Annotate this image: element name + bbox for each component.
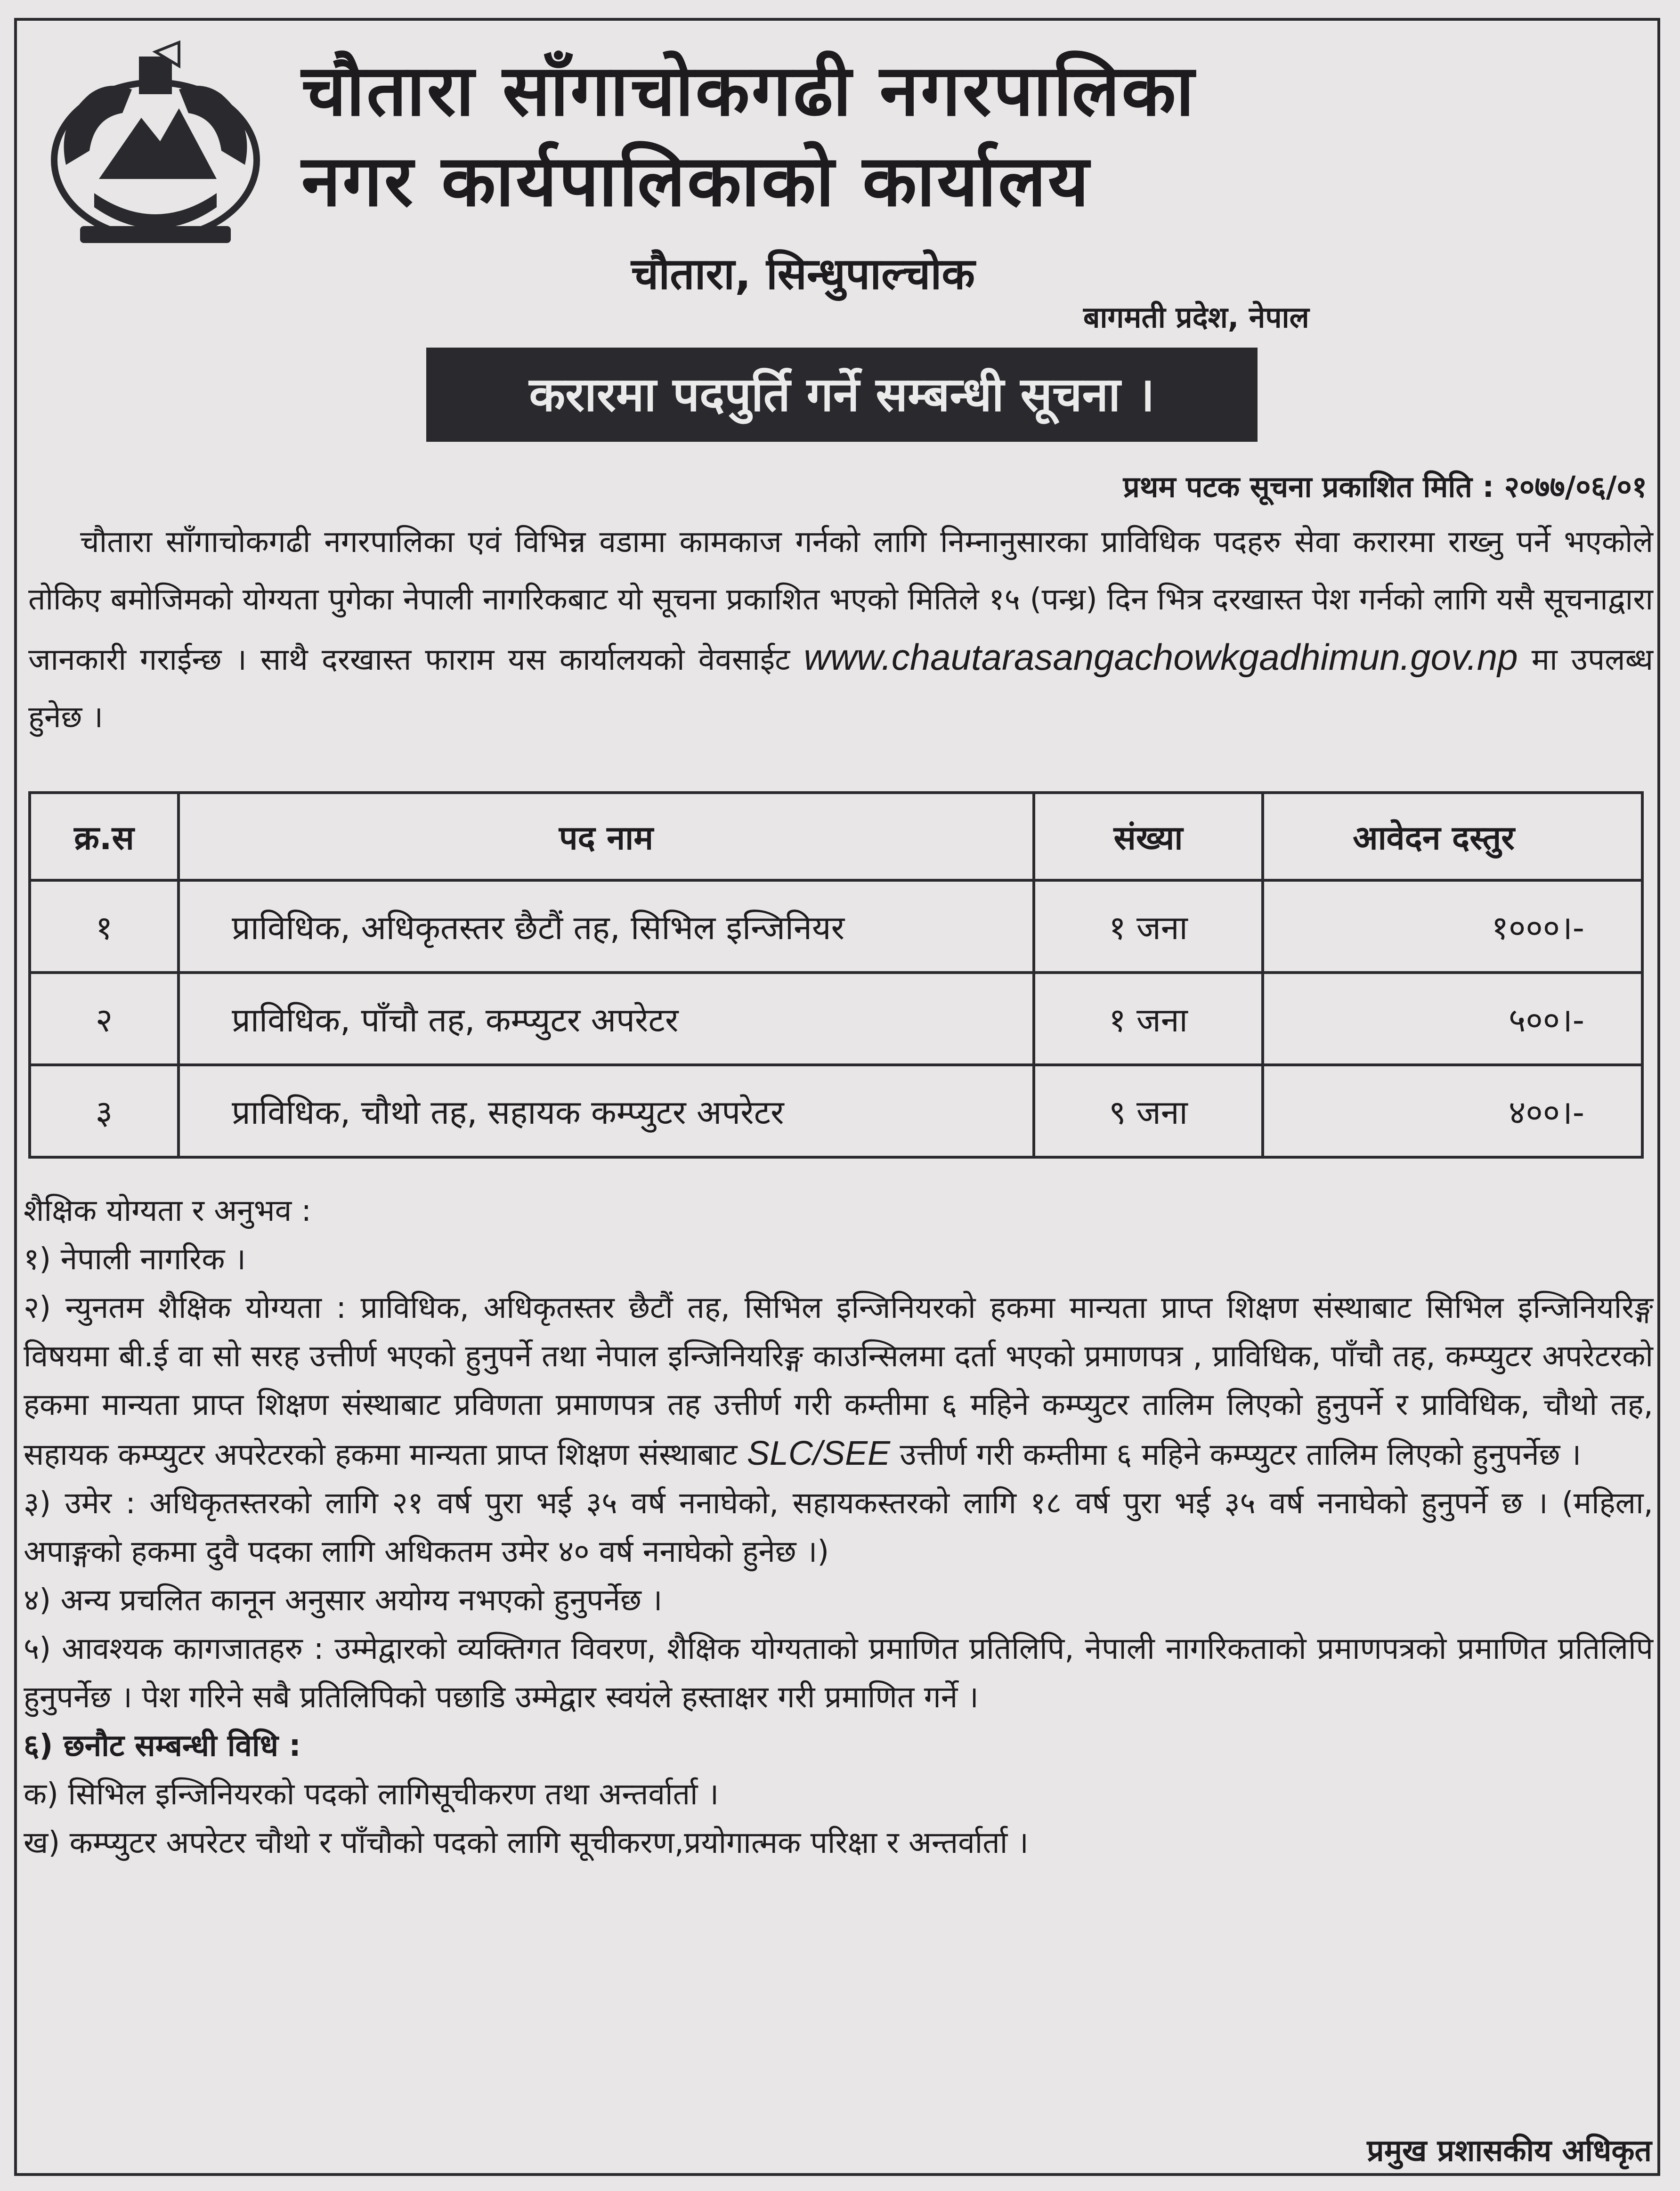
selection-heading: ६) छनौट सम्बन्धी विधि :	[24, 1728, 301, 1763]
table-row	[30, 973, 1642, 1065]
table-header-row	[30, 793, 1642, 880]
website-link[interactable]: www.chautarasangachowkgadhimun.gov.np	[803, 636, 1518, 678]
office-location: चौतारा, सिन्धुपाल्चोक	[631, 249, 975, 299]
col-header-post: पद नाम	[179, 793, 1034, 880]
qualification-item-1: १) नेपाली नागरिक ।	[24, 1242, 246, 1277]
qualification-item-2	[24, 1284, 1653, 1479]
col-header-count: संख्या	[1034, 793, 1263, 880]
cell-fee: ४००।-	[1263, 1065, 1642, 1157]
cell-fee: ५००।-	[1263, 973, 1642, 1065]
table-row	[30, 1065, 1642, 1157]
cell-sn: ३	[30, 1065, 179, 1157]
exam-name: SLC/SEE	[747, 1435, 891, 1472]
col-header-fee: आवेदन दस्तुर	[1263, 793, 1642, 880]
cell-count: १ जना	[1034, 880, 1263, 973]
qualification-item-2-end: उत्तीर्ण गरी कम्तीमा ६ महिने कम्प्युटर तालिम लिएको हुनुपर्नेछ ।	[900, 1437, 1582, 1472]
qualification-item-2-text: २) न्युनतम शैक्षिक योग्यता : प्राविधिक, अधिकृतस्तर छैटौं तह, सिभिल इन्जिनियरको हकमा मान्यता प्राप्त शिक्षण संस्थाबाट सिभिल इन्जिनियरिङ्ग विषयमा बी.ई वा सो सरह उत्तीर्ण भएको हुनुपर्ने तथा नेपाल इन्जिनियरिङ्ग काउन्सिलमा दर्ता भएको प्रमाणपत्र , प्राविधिक, पाँचौ तह, कम्प्युटर अपरेटरको हकमा मान्यता प्राप्त शिक्षण संस्थाबाट प्रविणता प्रमाणपत्र तह उत्तीर्ण गरी कम्तीमा ६ महिने कम्प्युटर तालिम लिएको हुनुपर्ने र प्राविधिक, चौथो तह, सहायक कम्प्युटर अपरेटरको हकमा मान्यता प्राप्त शिक्षण संस्थाबाट	[24, 1290, 1653, 1472]
qualifications-heading: शैक्षिक योग्यता र अनुभव :	[24, 1193, 312, 1228]
qualification-item-3: ३) उमेर : अधिकृतस्तरको लागि २१ वर्ष पुरा भई ३५ वर्ष ननाघेको, सहायकस्तरको लागि १८ वर्ष पुरा भई ३५ वर्ष ननाघेको हुनुपर्ने छ । (महिला, अपाङ्गको हकमा दुवै पदका लागि अधिकतम उमेर ४० वर्ष ननाघेको हुनेछ ।)	[24, 1486, 1653, 1569]
col-header-sn: क्र.स	[30, 793, 179, 880]
intro-text: चौतारा साँगाचोकगढी नगरपालिका एवं विभिन्न वडामा कामकाज गर्नको लागि निम्नानुसारका प्राविधिक पदहरु सेवा करारमा राख्नु पर्ने भएकोले तोकिए बमोजिमको योग्यता पुगेका नेपाली नागरिकबाट यो सूचना प्रकाशित भएको मितिले १५ (पन्ध्र) दिन भित्र दरखास्त पेश गर्नको लागि यसै सूचनाद्वारा जानकारी गराईन्छ । साथै दरखास्त फाराम यस कार्यालयको वेवसाईट	[28, 525, 1653, 677]
vacancy-table	[28, 791, 1644, 1159]
intro-paragraph	[28, 513, 1653, 746]
selection-item-b: ख) कम्प्युटर अपरेटर चौथो र पाँचौको पदको लागि सूचीकरण,प्रयोगात्मक परिक्षा र अन्तर्वार्ता ।	[24, 1826, 1029, 1860]
cell-post: प्राविधिक, चौथो तह, सहायक कम्प्युटर अपरेटर	[179, 1065, 1034, 1157]
cell-sn: १	[30, 880, 179, 973]
cell-fee: १०००।-	[1263, 880, 1642, 973]
qualification-item-4: ४) अन्य प्रचलित कानून अनुसार अयोग्य नभएको हुनुपर्नेछ ।	[24, 1583, 663, 1618]
cell-sn: २	[30, 973, 179, 1065]
office-title: चौतारा साँगाचोकगढी नगरपालिका	[301, 50, 1196, 132]
cell-count: ९ जना	[1034, 1065, 1263, 1157]
publish-date: प्रथम पटक सूचना प्रकाशित मिति : २०७७/०६/०१	[1123, 470, 1647, 504]
table-row	[30, 880, 1642, 973]
qualifications-section	[24, 1187, 1653, 1867]
cell-count: १ जना	[1034, 973, 1263, 1065]
signatory-title: प्रमुख प्रशासकीय अधिकृत	[1367, 2134, 1652, 2168]
intro-text-end: मा उपलब्ध हुनेछ ।	[28, 642, 1654, 735]
qualification-item-5: ५) आवश्यक कागजातहरु : उम्मेद्वारको व्यक्तिगत विवरण, शैक्षिक योग्यताको प्रमाणित प्रतिलिपि, नेपाली नागरिकताको प्रमाणपत्रको प्रमाणित प्रतिलिपि हुनुपर्नेछ । पेश गरिने सबै प्रतिलिपिको पछाडि उम्मेद्वार स्वयंले हस्ताक्षर गरी प्रमाणित गर्ने ।	[24, 1631, 1653, 1715]
office-province: बागमती प्रदेश, नेपाल	[1083, 300, 1309, 334]
nepal-emblem-icon	[38, 38, 273, 254]
office-subtitle: नगर कार्यपालिकाको कार्यालय	[301, 140, 1091, 222]
notice-title-banner: करारमा पदपुर्ति गर्ने सम्बन्धी सूचना ।	[426, 348, 1258, 442]
cell-post: प्राविधिक, अधिकृतस्तर छैटौं तह, सिभिल इन्जिनियर	[179, 880, 1034, 973]
cell-post: प्राविधिक, पाँचौ तह, कम्प्युटर अपरेटर	[179, 973, 1034, 1065]
selection-item-a: क) सिभिल इन्जिनियरको पदको लागिसूचीकरण तथा अन्तर्वार्ता ।	[24, 1777, 719, 1812]
